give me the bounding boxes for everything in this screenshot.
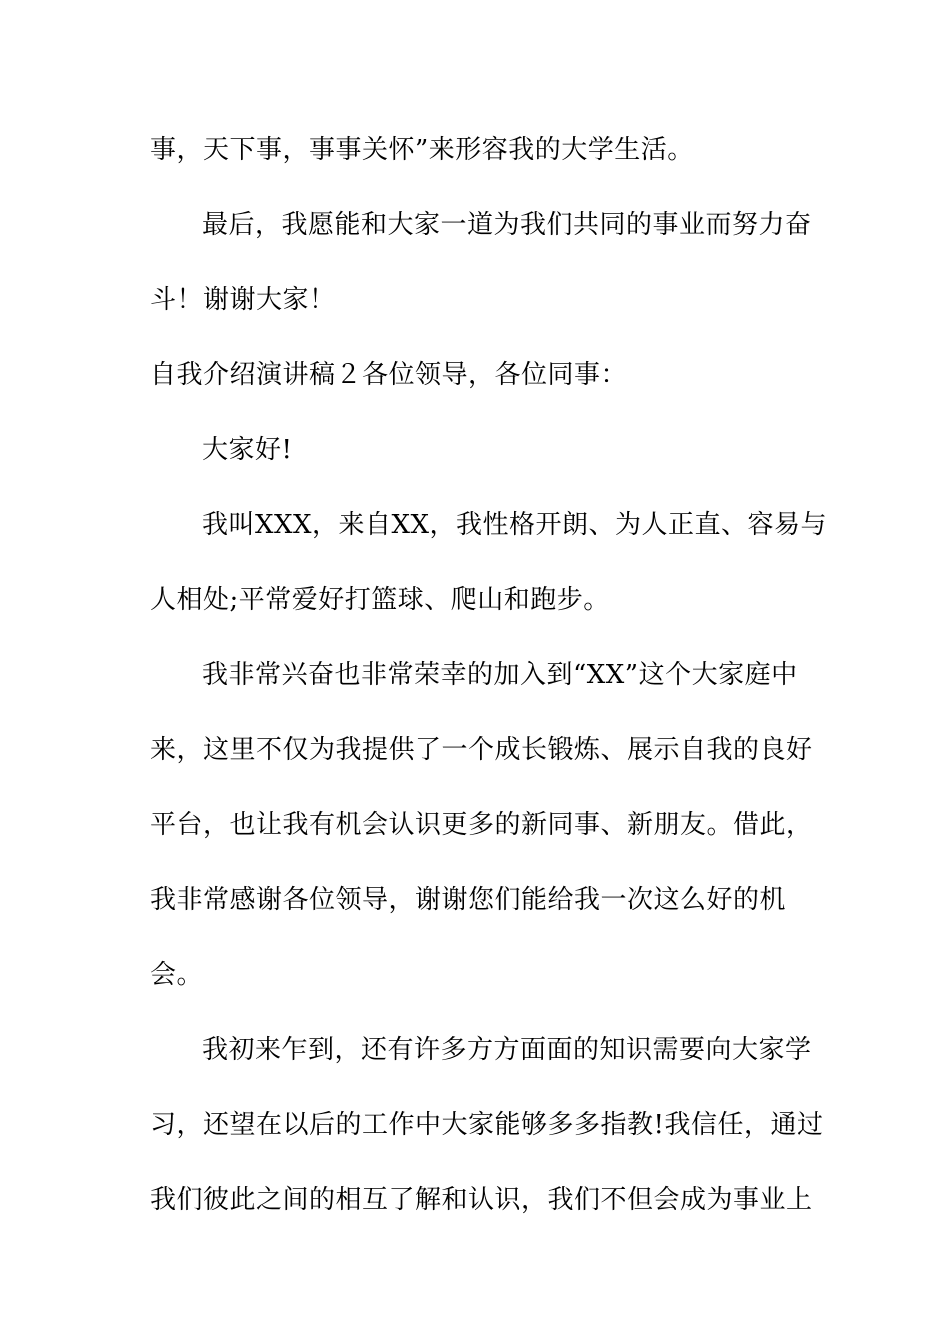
text-line: 我非常感谢各位领导，谢谢您们能给我一次这么好的机 bbox=[150, 885, 787, 915]
text-line: 我叫XXX，来自XX，我性格开朗、为人正直、容易与 bbox=[202, 510, 828, 540]
section-heading: 自我介绍演讲稿２各位领导，各位同事： bbox=[150, 360, 628, 390]
text-line: 来，这里不仅为我提供了一个成长锻炼、展示自我的良好 bbox=[150, 735, 813, 765]
text-line: 事，天下事，事事关怀”来形容我的大学生活。 bbox=[150, 135, 694, 165]
text-line: 会。 bbox=[150, 960, 204, 990]
text-line: 我初来乍到，还有许多方方面面的知识需要向大家学 bbox=[202, 1035, 812, 1065]
text-line: 斗！谢谢大家！ bbox=[150, 285, 336, 315]
text-line: 我们彼此之间的相互了解和认识，我们不但会成为事业上 bbox=[150, 1185, 813, 1215]
text-line: 习，还望在以后的工作中大家能够多多指教!我信任，通过 bbox=[150, 1110, 824, 1140]
text-line: 我非常兴奋也非常荣幸的加入到“XX”这个大家庭中 bbox=[202, 660, 798, 690]
text-line: 大家好! bbox=[202, 435, 293, 465]
text-line: 人相处;平常爱好打篮球、爬山和跑步。 bbox=[150, 585, 610, 615]
text-line: 最后，我愿能和大家一道为我们共同的事业而努力奋 bbox=[202, 210, 812, 240]
text-line: 平台，也让我有机会认识更多的新同事、新朋友。借此， bbox=[150, 810, 813, 840]
